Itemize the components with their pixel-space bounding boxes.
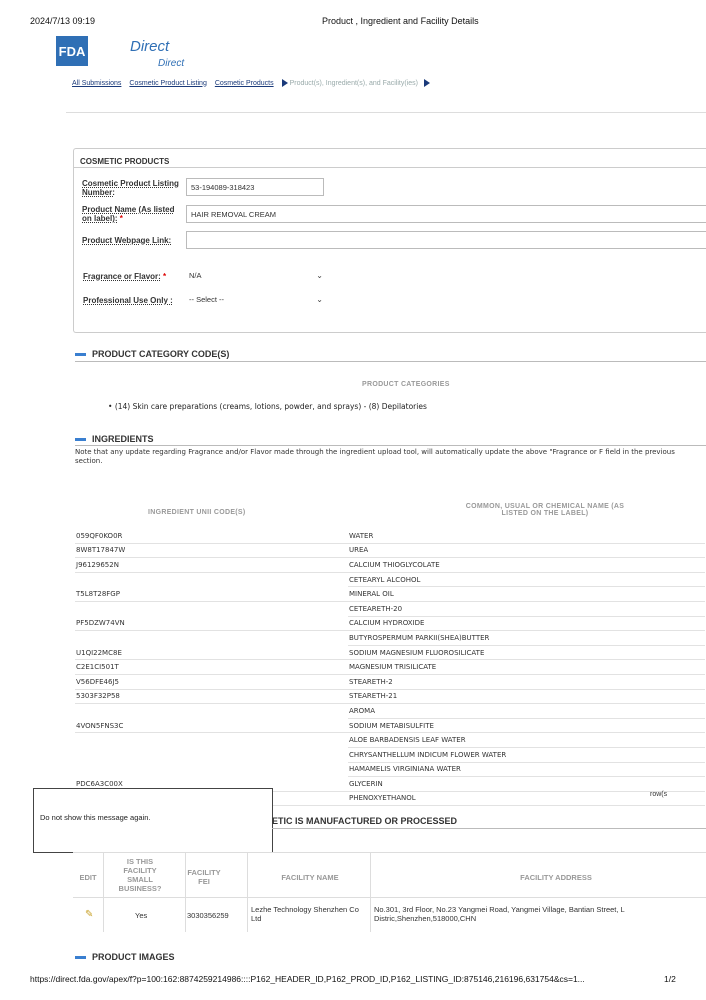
table-row	[75, 762, 705, 777]
ingredient-name-cell: STEARETH-2	[348, 674, 705, 689]
panel-header-divider	[73, 167, 706, 168]
print-url: https://direct.fda.gov/apex/f?p=100:162:8874259214986::::P162_HEADER_ID,P162_PROD_ID,P162_LISTING_ID:875146,216196,631754&cs=1...	[30, 974, 585, 984]
ingredient-name-cell: CETEARETH-20	[348, 601, 705, 616]
ingredient-unii-cell: PDC6A3C00X	[75, 777, 348, 792]
table-row	[75, 543, 705, 558]
fragrance-label: Fragrance or Flavor:	[83, 272, 161, 281]
ingredient-name-cell: GLYCERIN	[348, 777, 705, 792]
professional-label: Professional Use Only :	[83, 296, 173, 305]
table-row	[75, 645, 705, 660]
ingredient-unii-cell	[75, 601, 348, 616]
table-row	[75, 529, 705, 543]
ingredient-name-cell: SODIUM MAGNESIUM FLUOROSILICATE	[348, 645, 705, 660]
product-images-heading: PRODUCT IMAGES	[92, 952, 175, 962]
table-row	[75, 558, 705, 573]
facility-table	[73, 852, 706, 935]
dismiss-message-popup	[33, 788, 273, 853]
ingredient-name-cell: SODIUM METABISULFITE	[348, 718, 705, 733]
ingredients-table	[75, 529, 705, 806]
breadcrumb-arrow-icon	[282, 79, 288, 87]
ingredient-name-cell: ALOE BARBADENSIS LEAF WATER	[348, 733, 705, 748]
breadcrumb-cosmetic-product-listing[interactable]: Cosmetic Product Listing	[129, 79, 207, 87]
professional-select-value: -- Select --	[189, 295, 225, 304]
ingredients-note: Note that any update regarding Fragrance and/or Flavor made through the ingredient upload tool, will automatically update the above "Fragrance or F field in the previous section.	[75, 448, 675, 465]
product-name-label: Product Name (As listed on label):	[82, 205, 175, 223]
col-fei-header: FACILITY FEI	[187, 868, 221, 886]
ingredient-name-cell: MAGNESIUM TRISILICATE	[348, 660, 705, 675]
small-business-value: Yes	[135, 911, 148, 920]
print-datetime: 2024/7/13 09:19	[30, 16, 96, 26]
breadcrumb-current: Product(s), Ingredient(s), and Facility(ies)	[289, 79, 418, 87]
ingredient-unii-cell	[75, 762, 348, 777]
ingredient-name-cell: STEARETH-21	[348, 689, 705, 704]
table-row	[75, 660, 705, 675]
rows-count-label: row(s	[650, 791, 668, 798]
ingredient-name-cell: CHRYSANTHELLUM INDICUM FLOWER WATER	[348, 747, 705, 762]
collapse-icon	[75, 956, 86, 959]
col-edit-header: EDIT	[79, 873, 97, 882]
chevron-down-icon: ⌄	[316, 271, 323, 280]
section-divider	[272, 828, 706, 829]
category-item	[108, 402, 427, 411]
product-name-label-group	[82, 205, 186, 223]
ingredient-name-cell: BUTYROSPERMUM PARKII(SHEA)BUTTER	[348, 631, 705, 646]
table-row	[75, 587, 705, 602]
cosmetic-products-heading: COSMETIC PRODUCTS	[80, 157, 170, 166]
facility-fei-value: 3030356259	[187, 911, 229, 920]
required-mark: *	[119, 214, 123, 223]
ingredient-unii-cell	[75, 733, 348, 748]
fragrance-select-value: N/A	[189, 271, 202, 280]
ingredient-unii-cell: U1QI22MC8E	[75, 645, 348, 660]
breadcrumb-next-icon[interactable]	[424, 79, 430, 87]
section-divider	[75, 361, 706, 362]
fda-logo[interactable]: FDA	[56, 36, 88, 66]
product-name-field[interactable]: HAIR REMOVAL CREAM	[186, 205, 706, 223]
category-item-text: (14) Skin care preparations (creams, lotions, powder, and sprays) - (8) Depilatories	[114, 402, 427, 411]
ingredient-unii-cell: PF5DZW74VN	[75, 616, 348, 631]
professional-select[interactable]	[189, 295, 323, 304]
table-row	[75, 674, 705, 689]
ingredients-section-header[interactable]	[75, 434, 154, 444]
region-divider	[66, 112, 706, 113]
ingredient-unii-cell: C2E1CI501T	[75, 660, 348, 675]
category-section-header[interactable]	[75, 349, 229, 359]
ingredient-unii-cell	[75, 572, 348, 587]
listing-number-field[interactable]: 53-194089-318423	[186, 178, 324, 196]
required-mark: *	[163, 272, 167, 281]
ingredient-unii-cell: 5303F32P58	[75, 689, 348, 704]
facility-address-value: No.301, 3rd Floor, No.23 Yangmei Road, Yangmei Village, Bantian Street, L Distric,Shenzhen,518000,CHN	[374, 905, 625, 923]
ingredients-col2-header: COMMON, USUAL OR CHEMICAL NAME (AS LISTED ON THE LABEL)	[465, 503, 625, 517]
table-row	[75, 616, 705, 631]
table-row	[75, 733, 705, 748]
ingredient-name-cell: AROMA	[348, 704, 705, 719]
col-small-business-header: IS THIS FACILITY SMALL BUSINESS?	[118, 857, 162, 893]
ingredients-col1-header: INGREDIENT UNII CODE(S)	[148, 509, 246, 516]
fragrance-select[interactable]	[189, 271, 323, 280]
section-divider	[75, 445, 706, 446]
ingredient-name-cell: CALCIUM HYDROXIDE	[348, 616, 705, 631]
app-name: Direct	[130, 38, 170, 55]
ingredient-name-cell: UREA	[348, 543, 705, 558]
breadcrumb	[72, 79, 430, 87]
collapse-icon	[75, 438, 86, 441]
col-facility-address-header: FACILITY ADDRESS	[520, 873, 592, 882]
ingredient-name-cell: PHENOXYETHANOL	[348, 791, 705, 806]
table-row	[75, 601, 705, 616]
app-subname: Direct	[158, 58, 185, 69]
col-facility-name-header: FACILITY NAME	[281, 873, 339, 882]
table-row	[75, 704, 705, 719]
edit-pencil-icon[interactable]: ✎	[85, 909, 94, 920]
print-page-number: 1/2	[664, 974, 676, 984]
ingredient-name-cell: CALCIUM THIOGLYCOLATE	[348, 558, 705, 573]
dont-show-again-link[interactable]: Do not show this message again.	[40, 813, 151, 822]
table-row	[75, 631, 705, 646]
listing-number-label: Cosmetic Product Listing Number:	[82, 179, 179, 197]
ingredient-unii-cell	[75, 704, 348, 719]
fragrance-label-group	[83, 272, 166, 281]
ingredient-name-cell: MINERAL OIL	[348, 587, 705, 602]
ingredient-unii-cell: 8W8T17847W	[75, 543, 348, 558]
ingredient-unii-cell: J96129652N	[75, 558, 348, 573]
print-title: Product , Ingredient and Facility Details	[322, 16, 479, 26]
ingredient-name-cell: HAMAMELIS VIRGINIANA WATER	[348, 762, 705, 777]
bullet-icon: •	[108, 402, 115, 411]
ingredient-unii-cell: V56DFE46J5	[75, 674, 348, 689]
ingredient-unii-cell: 059QF0KO0R	[75, 529, 348, 543]
ingredients-heading: INGREDIENTS	[92, 434, 154, 444]
table-row	[75, 572, 705, 587]
collapse-icon	[75, 353, 86, 356]
table-row	[73, 897, 706, 933]
ingredient-unii-cell: T5L8T28FGP	[75, 587, 348, 602]
ingredient-name-cell: WATER	[348, 529, 705, 543]
ingredient-unii-cell: 4VON5FNS3C	[75, 718, 348, 733]
table-row	[75, 689, 705, 704]
webpage-label: Product Webpage Link:	[82, 236, 172, 245]
category-heading: PRODUCT CATEGORY CODE(S)	[92, 349, 230, 359]
breadcrumb-all-submissions[interactable]: All Submissions	[72, 79, 122, 87]
category-col-header: PRODUCT CATEGORIES	[362, 381, 450, 388]
table-row	[75, 747, 705, 762]
facility-name-value: Lezhe Technology Shenzhen Co Ltd	[251, 905, 359, 923]
ingredient-unii-cell	[75, 631, 348, 646]
breadcrumb-cosmetic-products[interactable]: Cosmetic Products	[214, 79, 274, 87]
chevron-down-icon: ⌄	[316, 295, 323, 304]
table-row	[75, 718, 705, 733]
ingredient-unii-cell	[75, 747, 348, 762]
webpage-field[interactable]	[186, 231, 706, 249]
ingredient-name-cell: CETEARYL ALCOHOL	[348, 572, 705, 587]
facility-heading: ETIC IS MANUFACTURED OR PROCESSED	[272, 816, 458, 826]
product-images-section-header[interactable]	[75, 952, 175, 962]
